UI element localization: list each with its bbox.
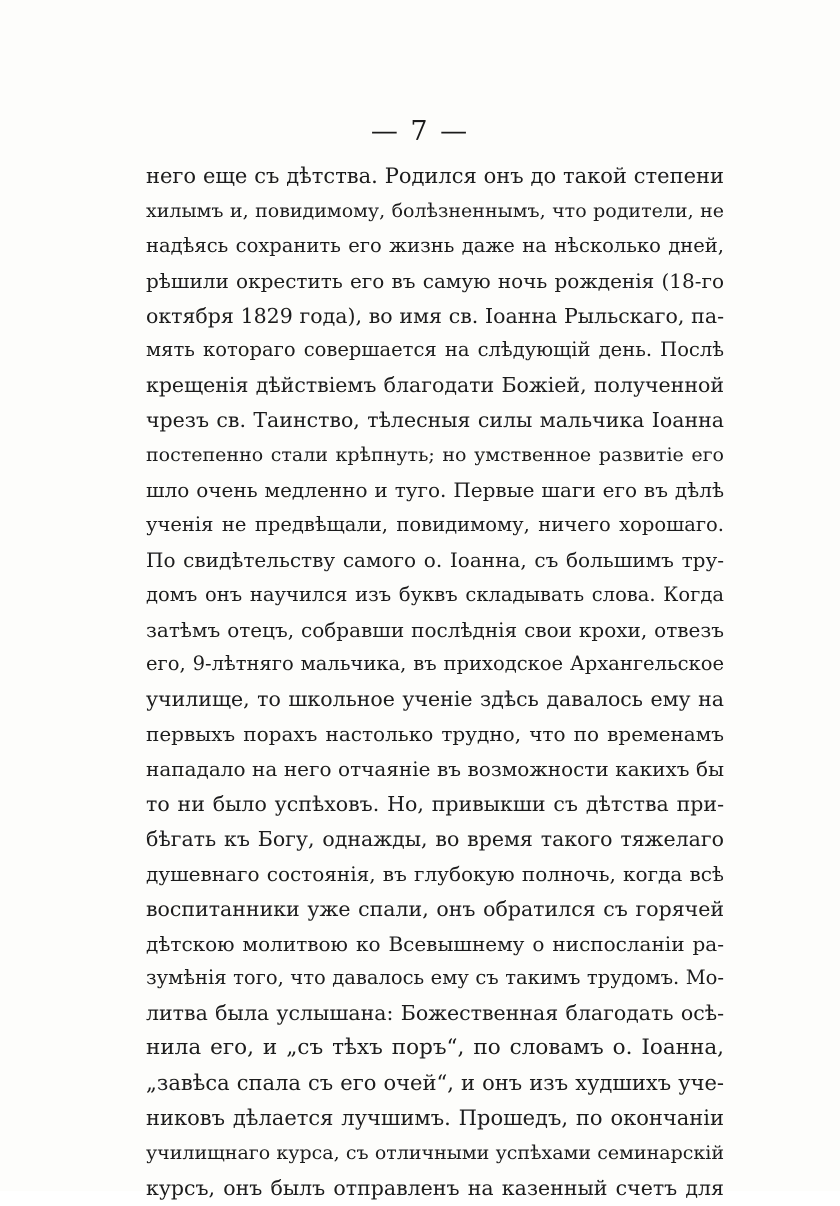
text-line: воспитанники уже спали, онъ обратился съ горячей [146,896,724,921]
text-line: нападало на него отчаяніе въ возможности какихъ бы [146,757,724,782]
text-line: чрезъ св. Таинство, тѣлесныя силы мальчика Іоанна [146,408,724,433]
body-text [146,159,724,1206]
text-line: то ни было успѣховъ. Но, привыкши съ дѣтства при- [146,792,724,817]
text-line: крещенія дѣйствіемъ благодати Божіей, полученной [146,373,724,398]
text-line: мять котораго совершается на слѣдующій день. Послѣ [146,338,724,362]
text-line: надѣясь сохранить его жизнь даже на нѣсколько дней, [146,233,724,257]
text-line: его, 9-лѣтняго мальчика, въ приходское Архангельское [146,652,724,676]
text-line: нила его, и „съ тѣхъ поръ“, по словамъ о. Іоанна, [146,1035,724,1061]
text-line: первыхъ порахъ настолько трудно, что по временамъ [146,722,724,747]
text-line: рѣшили окрестить его въ самую ночь рожденія (18-го [146,268,724,293]
text-line: октября 1829 года), во имя св. Іоанна Рыльскаго, па- [146,303,724,328]
text-line: никовъ дѣлается лучшимъ. Прошедъ, по окончаніи [146,1106,724,1131]
text-line: дѣтскою молитвою ко Всевышнему о ниспосланіи ра- [146,931,724,956]
text-line: зумѣнія того, что давалось ему съ такимъ трудомъ. Мо- [146,966,724,990]
text-line: училищнаго курса, съ отличными успѣхами семинарскій [146,1141,724,1164]
text-line: душевнаго состоянія, въ глубокую полночь, когда всѣ [146,861,724,886]
text-line: него еще съ дѣтства. Родился онъ до такой степени [146,164,724,188]
text-line: По свидѣтельству самого о. Іоанна, съ большимъ тру- [146,547,724,572]
text-line: ученія не предвѣщали, повидимому, ничего хорошаго. [146,512,724,536]
text-line: постепенно стали крѣпнуть; но умственное развитіе его [146,444,724,467]
text-line: бѣгать къ Богу, однажды, во время такого тяжелаго [146,826,724,851]
text-line: домъ онъ научился изъ буквъ складывать слова. Когда [146,582,724,606]
text-line: хилымъ и, повидимому, болѣзненнымъ, что родители, не [146,199,724,222]
text-line: шло очень медленно и туго. Первые шаги его въ дѣлѣ [146,478,724,503]
text-line: училище, то школьное ученіе здѣсь давалось ему на [146,687,724,712]
text-line: курсъ, онъ былъ отправленъ на казенный счетъ для [146,1175,724,1200]
text-line: затѣмъ отецъ, собравши послѣднія свои крохи, отвезъ [146,617,724,642]
text-line: литва была услышана: Божественная благодать осѣ- [146,1001,724,1026]
page-number: — 7 — [370,116,470,147]
text-line: „завѣса спала съ его очей“, и онъ изъ худшихъ уче- [146,1071,724,1096]
